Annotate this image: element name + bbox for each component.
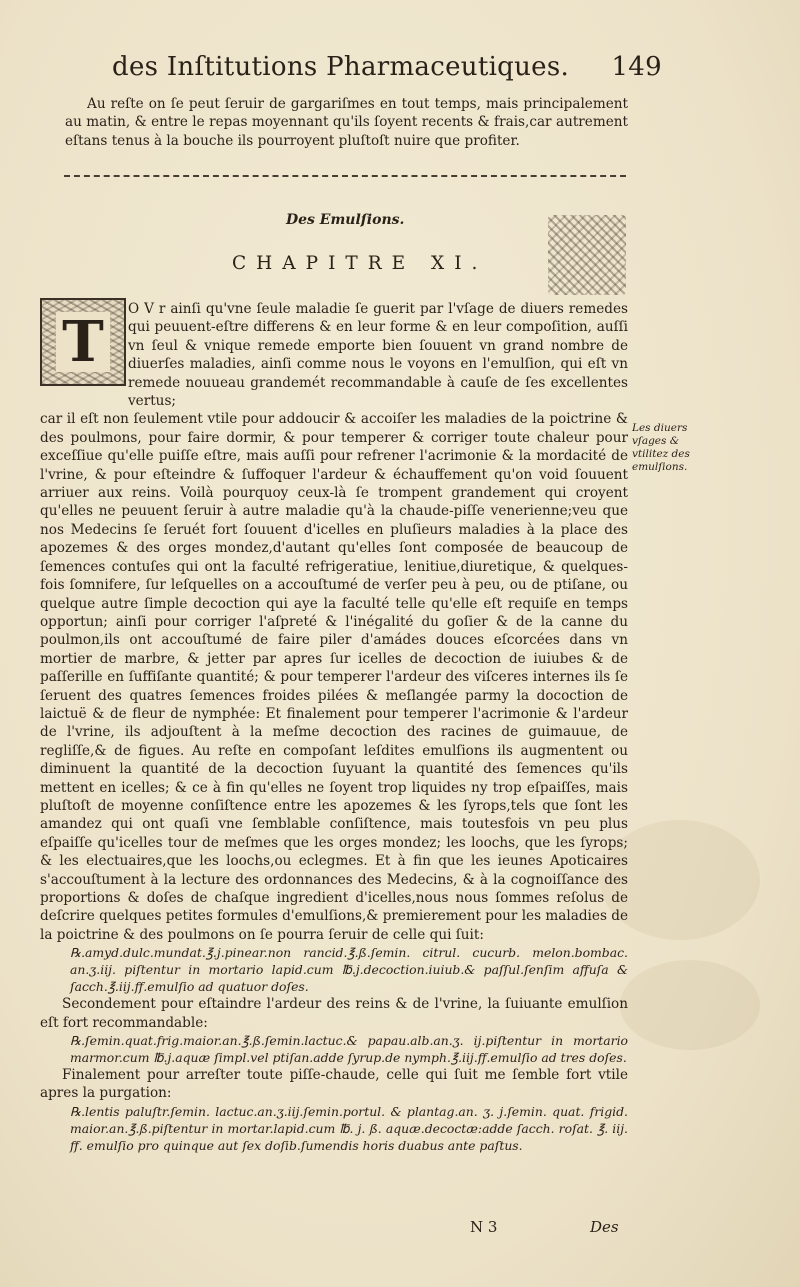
third-paragraph: Finalement pour arreſter toute piſſe-chaude, celle qui ſuit me ſemble fort vtile apres la purgation: <box>40 1067 628 1102</box>
intro-paragraph <box>65 95 628 150</box>
first-paragraph-opening: O V r ainſi qu'vne ſeule maladie ſe guerit par l'vſage de diuers remedes qui peuuent-eſtre differens & en leur forme & en leur compoſition, auſſi vn ſeul & vnique remede emporte bien ſouuent vn grand nombre de diuerſes maladies, ainſi comme nous le voyons en l'emulſion, qui eſt vn remede nouueau grandemét recommandable à cauſe de ſes excellentes vertus; <box>128 301 628 410</box>
recipe-formula-3: ℞.lentis paluſtr.ſemin. lactuc.an.ʒ.iij.ſemin.portul. & plantag.an. ʒ. j.ſemin. quat. frigid. maior.an.℥.ß.piſtentur in mortar.lapid.cum ℔. j. ß. aquæ.decoctæ:adde ſacch. roſat. ℥. iij. ff. emulſio pro quinque aut ſex doſib.ſumendis horis duabus ante paſtus. <box>70 1103 628 1153</box>
recipe-formula-2: ℞.ſemin.quat.frig.maior.an.℥.ß.ſemin.lactuc.& papau.alb.an.ʒ. ij.piſtentur in mortario marmor.cum ℔.j.aquæ ſimpl.vel ptiſan.adde ſyrup.de nymph.℥.iij.ff.emulſio ad tres doſes. <box>70 1033 628 1066</box>
paper-stain <box>620 960 760 1050</box>
section-divider <box>64 175 626 177</box>
running-head <box>112 52 662 82</box>
woodcut-ornament <box>548 215 626 295</box>
section-label: Des Emulſions. <box>286 212 405 228</box>
margin-note: Les diuers vſages & vtilitez des emulſions. <box>632 422 690 473</box>
chapter-body <box>40 300 628 1154</box>
chapter-title: CHAPITRE XI. <box>232 253 488 274</box>
initial-letter: T <box>56 312 110 372</box>
running-title: des Inſtitutions Pharmaceutiques. <box>112 52 570 82</box>
first-paragraph-continuation: car il eſt non ſeulement vtile pour addoucir & accoiſer les maladies de la poictrine & des poulmons, pour faire dormir, & pour temperer & corriger toute chaleur pour exceſſiue qu'elle puiſſe eſtre, mais auſſi pour refrener l'acrimonie & la mordacité de l'vrine, & pour eſteindre & ſuffoquer l'ardeur & échauffement qu'on void ſouuent arriuer aux reins. Voilà pourquoy ceux-là ſe trompent grandement qui croyent qu'elles ne peuuent ſeruir à autre maladie qu'à la chaude-piſſe venerienne;veu que nos Medecins ſe ſeruét fort ſouuent d'icelles en pluſieurs maladies à la place des apozemes & des orges mondez,d'autant qu'elles ſont composée de beaucoup de ſemences contuſes qui ont la faculté refrigeratiue, lenitiue,diuretique, & quelques-fois ſomnifere, ſur leſquelles on a accouſtumé de verſer peu à peu, ou de ptiſane, ou quelque autre ſimple decoction qui aye la faculté telle qu'elle eſt requiſe en temps opportun; ainſi pour corriger l'aſpreté & l'inégalité du goſier & de la canne du poulmon,ils ont accouſtumé de faire piler d'amádes douces eſcorcées dans vn mortier de marbre, & jetter par apres ſur icelles de decoction de iuiubes & de paſſerille en ſuffiſante quantité; & pour temperer l'ardeur des viſceres internes ils ſe ſeruent des quatres ſemences froides pilées & meſlangée parmy la docoction de laictuë & de fleur de nymphée: Et finalement pour temperer l'acrimonie & l'ardeur de l'vrine, ils adjouſtent à la meſme decoction des racines de guimauue, de regliſſe,& de figues. Au reſte en compoſant leſdites emulſions ils augmentent ou diminuent la quantité de la decoction ſuyuant la quantité des ſemences qu'ils mettent en icelles; & ce à fin qu'elles ne ſoyent trop liquides ny trop eſpaiſſes, mais pluſtoſt de moyenne conſiſtence entre les apozemes & les ſyrops,tels que ſont les amandez qui ont quaſi vne ſemblable conſiſtence, mais toutesfois vn peu plus eſpaiſſe qu'icelles tour de meſmes que les orges mondez; les loochs, que les ſyrops; & les electuaires,que les loochs,ou eclegmes. Et à fin que les ieunes Apoticaires s'accouſtument à la lecture des ordonnances des Medecins, & à la cognoiſſance des proportions & doſes de chaſque ingredient d'icelles,nous nous ſommes reſolus de deſcrire quelques petites formules d'emulſions,& premierement pour les maladies de la poictrine & des poulmons on ſe pourra ſeruir de celle qui ſuit: <box>40 411 628 943</box>
signature-mark: N 3 <box>470 1218 498 1236</box>
recipe-formula-1: ℞.amyd.dulc.mundat.℥.j.pinear.non rancid.℥.ß.ſemin. citrul. cucurb. melon.bombac. an.ʒ.iij. piſtentur in mortario lapid.cum ℔.j.decoction.iuiub.& paſſul.ſenſim affuſa & ſacch.℥.iij.ff.emulſio ad quatuor doſes. <box>70 945 628 995</box>
intro-text: Au reſte on ſe peut ſeruir de gargariſmes en tout temps, mais principalement au matin, & entre le repas moyennant qu'ils ſoyent recents & frais,car autrement eſtans tenus à la bouche ils pourroyent pluſtoſt nuire que profiter. <box>65 96 628 149</box>
catchword: Des <box>590 1218 619 1236</box>
second-paragraph: Secondement pour eſtaindre l'ardeur des reins & de l'vrine, la ſuiuante emulſion eſt fort recommandable: <box>40 996 628 1031</box>
page-number: 149 <box>611 52 662 82</box>
